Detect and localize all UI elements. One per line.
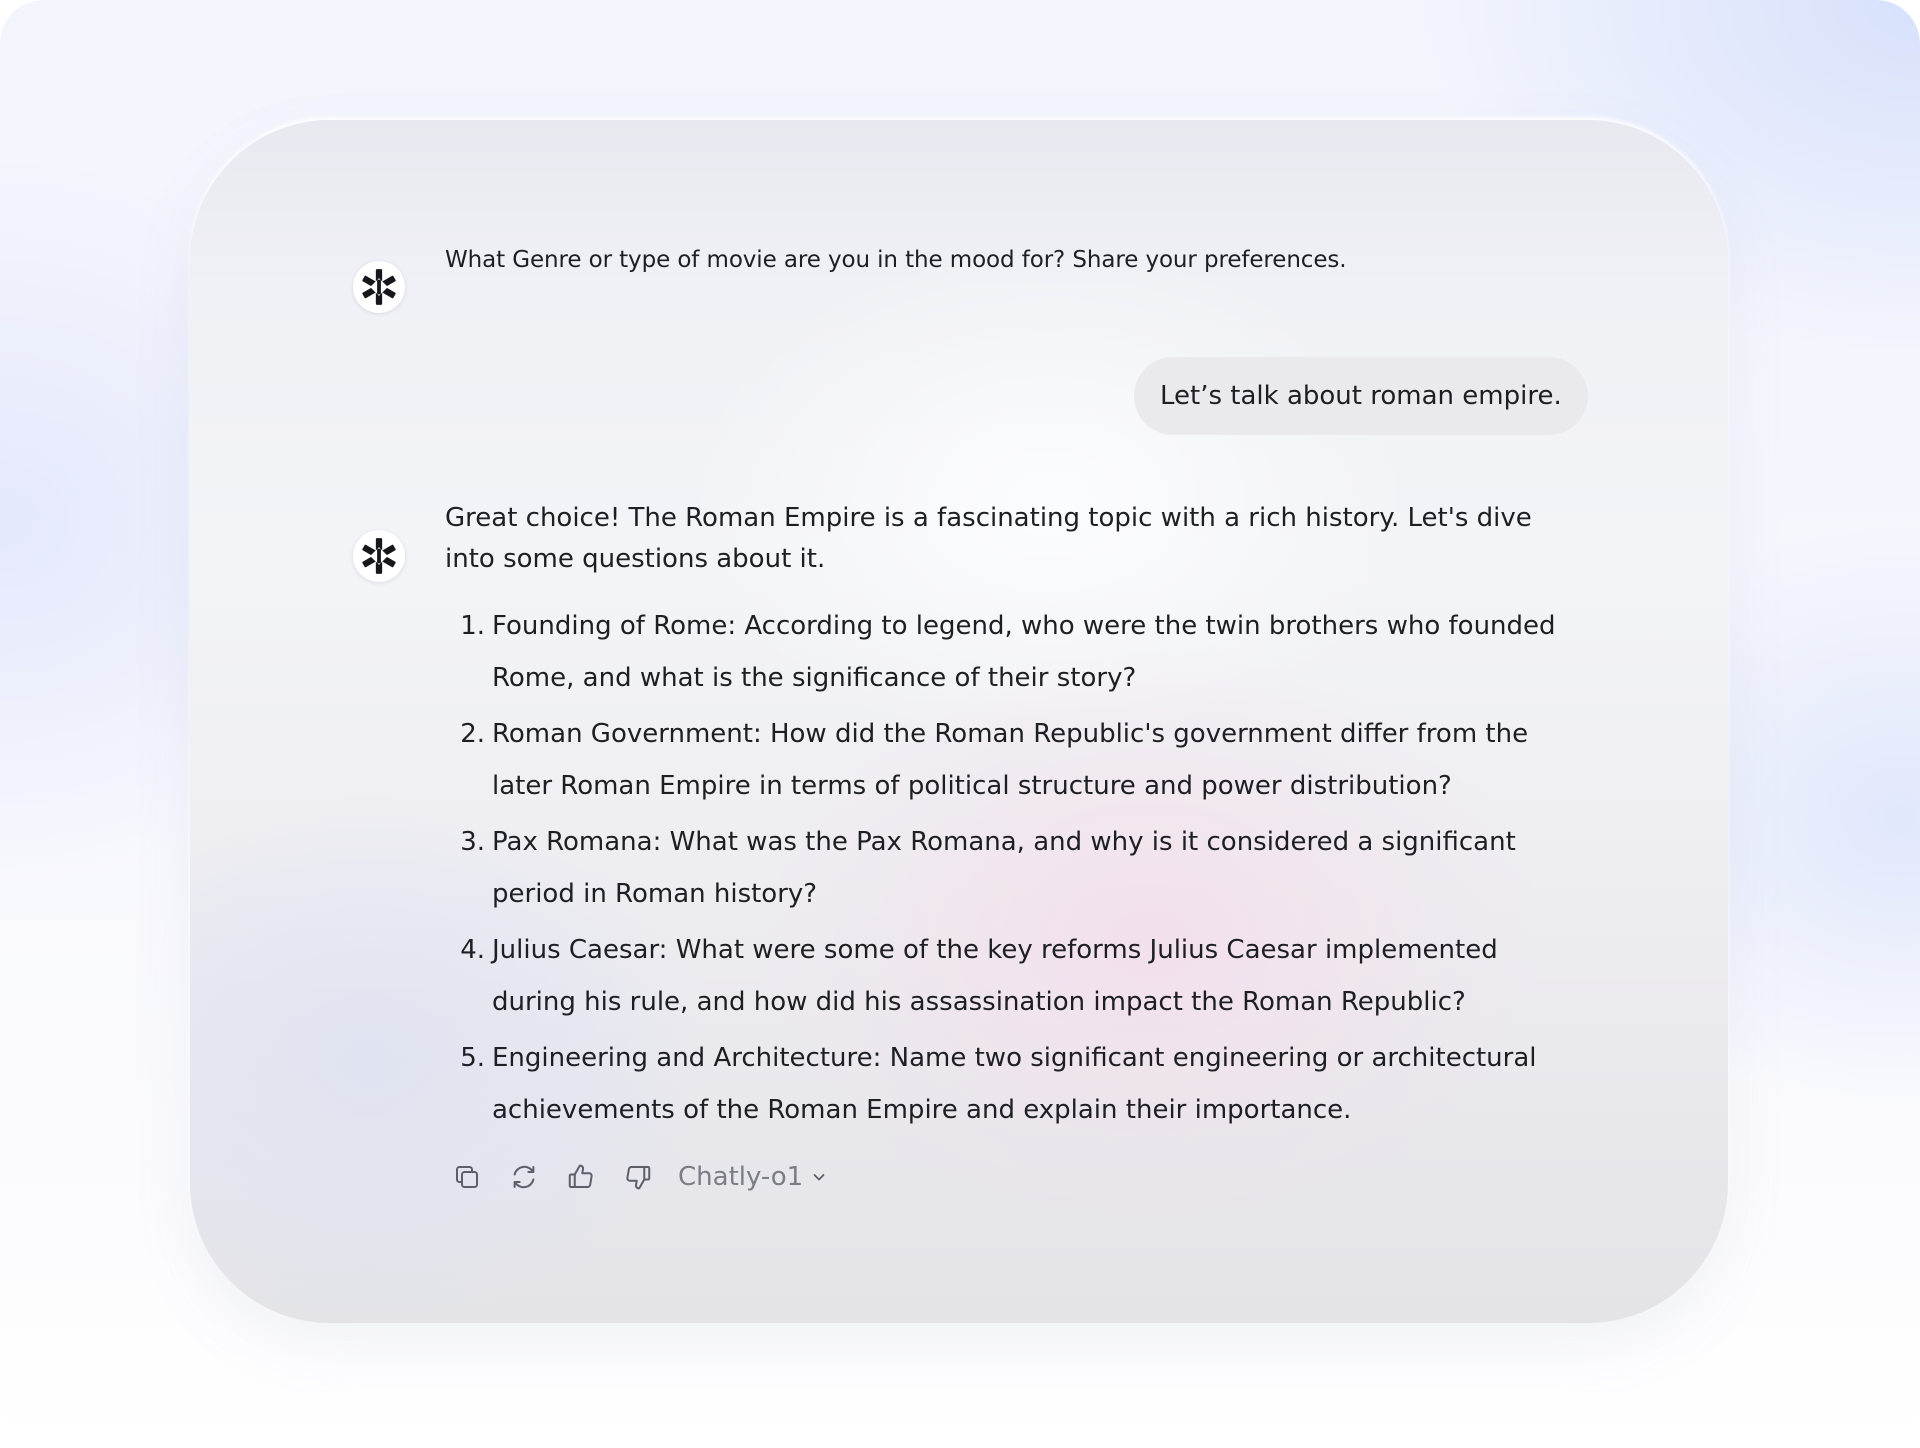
chat-panel	[190, 120, 1728, 1323]
greeting-text: What Genre or type of movie are you in the mood for? Share your preferences.	[445, 247, 1347, 273]
reply-intro: Great choice! The Roman Empire is a fascinating topic with a rich history. Let's dive into some questions about it.	[445, 503, 1532, 574]
list-item-text: Founding of Rome: According to legend, who were the twin brothers who founded Rome, and what is the significance of their story?	[492, 611, 1556, 693]
list-item	[445, 1032, 1565, 1136]
copy-button[interactable]	[450, 1160, 484, 1194]
asterisk-logo-icon	[358, 266, 400, 308]
list-item-number: 1.	[460, 611, 485, 641]
thumbs-down-icon	[623, 1162, 653, 1192]
regenerate-button[interactable]	[507, 1160, 541, 1194]
chevron-down-icon	[811, 1169, 827, 1185]
list-item	[445, 708, 1565, 812]
list-item	[445, 816, 1565, 920]
copy-icon	[452, 1162, 482, 1192]
list-item-number: 5.	[460, 1043, 485, 1073]
user-message-text: Let’s talk about roman empire.	[1160, 381, 1562, 411]
user-message-bubble	[1134, 357, 1588, 435]
list-item-text: Pax Romana: What was the Pax Romana, and why is it considered a significant period in Roman history?	[492, 827, 1516, 909]
thumbs-up-icon	[566, 1162, 596, 1192]
asterisk-logo-icon	[358, 535, 400, 577]
list-item	[445, 924, 1565, 1028]
list-item-text: Julius Caesar: What were some of the key reforms Julius Caesar implemented during his rule, and how did his assassination impact the Roman Republic?	[492, 935, 1498, 1017]
thumbs-down-button[interactable]	[621, 1160, 655, 1194]
assistant-avatar	[353, 530, 405, 582]
regenerate-icon	[509, 1162, 539, 1192]
list-item-number: 4.	[460, 935, 485, 965]
thumbs-up-button[interactable]	[564, 1160, 598, 1194]
model-selector[interactable]	[678, 1162, 827, 1192]
reply-body	[445, 498, 1565, 1140]
question-list	[445, 600, 1565, 1136]
list-item-text: Roman Government: How did the Roman Republic's government differ from the later Roman Empire in terms of political structure and power distribution?	[492, 719, 1529, 801]
message-action-bar	[450, 1157, 827, 1197]
list-item	[445, 600, 1565, 704]
list-item-number: 2.	[460, 719, 485, 749]
assistant-avatar	[353, 261, 405, 313]
list-item-number: 3.	[460, 827, 485, 857]
list-item-text: Engineering and Architecture: Name two significant engineering or architectural achievements of the Roman Empire and explain their importance.	[492, 1043, 1537, 1125]
model-selector-label: Chatly-o1	[678, 1162, 804, 1192]
